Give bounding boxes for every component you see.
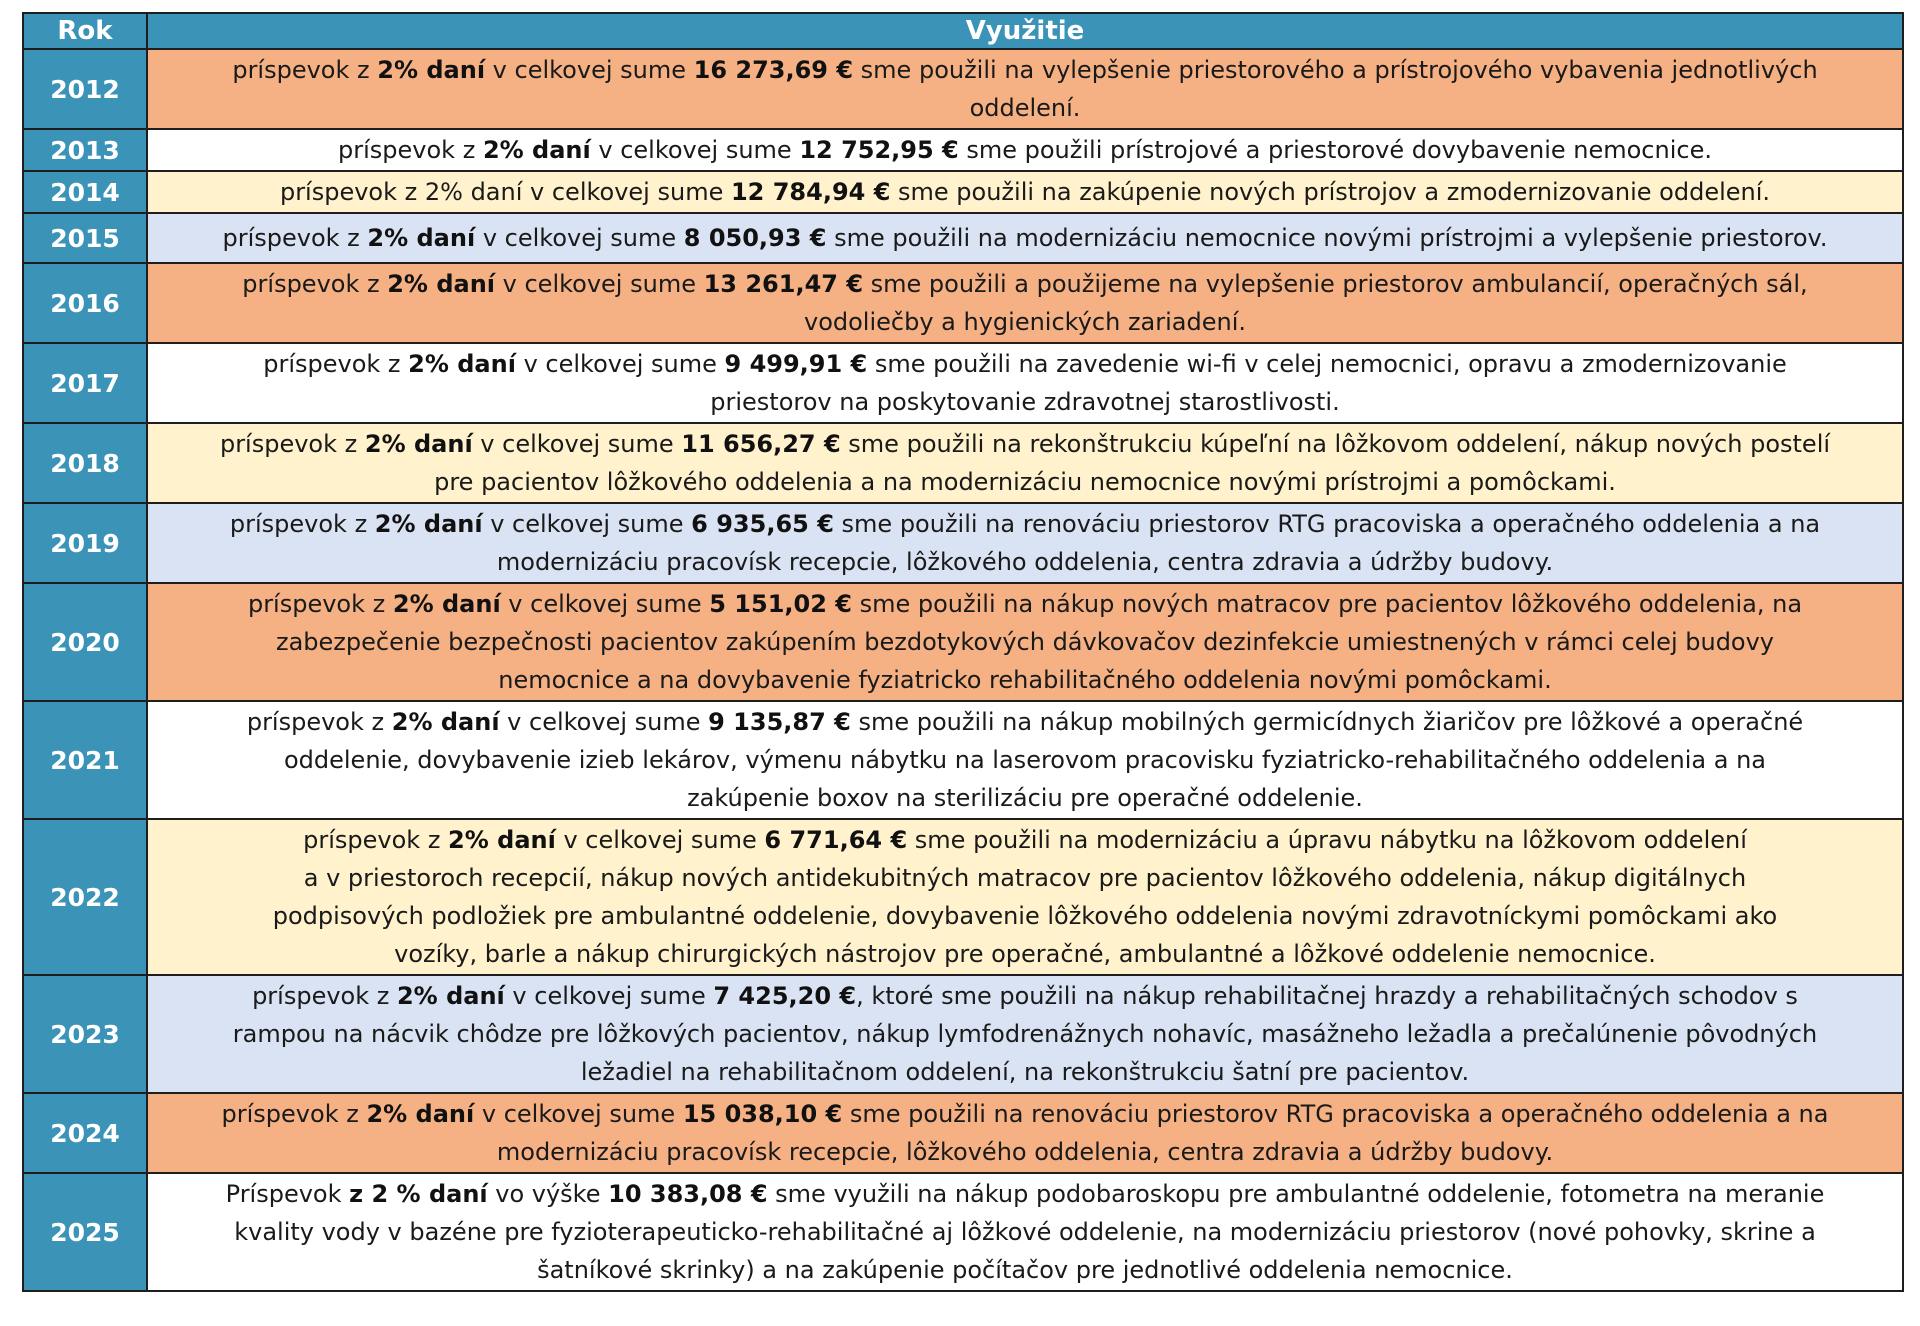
usage-text: modernizáciu pracovísk recepcie, lôžkového oddelenia, centra zdravia a údržby budovy. (496, 548, 1554, 576)
usage-text: modernizáciu pracovísk recepcie, lôžkového oddelenia, centra zdravia a údržby budovy. (496, 1138, 1554, 1166)
table-row (23, 129, 1903, 171)
usage-text: v celkovej sume (495, 270, 704, 298)
year-cell: 2019 (23, 503, 147, 583)
table-header-row (23, 13, 1903, 49)
usage-text: v celkovej sume (474, 1100, 683, 1128)
usage-text-bold: 12 752,95 € (799, 136, 959, 164)
year-cell: 2021 (23, 701, 147, 819)
table-row (23, 583, 1903, 701)
table-body (23, 49, 1903, 1291)
usage-cell (147, 49, 1903, 129)
usage-text: vozíky, barle a nákup chirurgických nástrojov pre operačné, ambulantné a lôžkové oddelenie nemocnice. (394, 940, 1656, 968)
usage-text: príspevok z (229, 510, 375, 538)
usage-text-bold: 2% daní (374, 510, 483, 538)
usage-text: oddelení. (969, 94, 1081, 122)
usage-text: pre pacientov lôžkového oddelenia a na modernizáciu nemocnice novými prístrojmi a pomôckami. (434, 468, 1616, 496)
usage-text: v celkovej sume (482, 510, 692, 538)
usage-text: príspevok z (242, 270, 388, 298)
year-cell: 2018 (23, 423, 147, 503)
usage-text-bold: 2% daní (396, 982, 505, 1010)
usage-text: sme použili na renováciu priestorov RTG pracoviska a operačného oddelenia a na (833, 510, 1821, 538)
usage-text-bold: 6 771,64 € (764, 826, 908, 854)
usage-text-bold: 9 499,91 € (724, 350, 868, 378)
usage-text-bold: z 2 % daní (349, 1180, 488, 1208)
usage-cell (147, 129, 1903, 171)
table-row (23, 503, 1903, 583)
usage-text: a v priestoroch recepcií, nákup nových antidekubitných matracov pre pacientov lôžkového oddelenia, nákup digitálnych (303, 864, 1747, 892)
usage-text: rampou na nácvik chôdze pre lôžkových pacientov, nákup lymfodrenážnych nohavíc, masážneho ležadla a prečalúnenie pôvodných (232, 1020, 1818, 1048)
year-cell: 2024 (23, 1093, 147, 1173)
usage-text: priestorov na poskytovanie zdravotnej starostlivosti. (710, 388, 1340, 416)
usage-text: podpisových podložiek pre ambulantné oddelenie, dovybavenie lôžkového oddelenia novými zdravotníckymi pomôckami ako (272, 902, 1778, 930)
usage-text-bold: 2% daní (366, 1100, 475, 1128)
usage-cell (147, 423, 1903, 503)
usage-text: v celkovej sume (475, 224, 684, 252)
usage-text-bold: 2% daní (391, 708, 500, 736)
table-row (23, 49, 1903, 129)
usage-text: vodoliečby a hygienických zariadení. (804, 308, 1246, 336)
table-row (23, 975, 1903, 1093)
usage-cell (147, 343, 1903, 423)
usage-text: príspevok z (252, 982, 397, 1010)
usage-text: Príspevok (225, 1180, 350, 1208)
year-cell: 2020 (23, 583, 147, 701)
header-year: Rok (23, 13, 147, 49)
usage-text: zakúpenie boxov na sterilizáciu pre operačné oddelenie. (687, 784, 1363, 812)
usage-text-bold: 9 135,87 € (708, 708, 851, 736)
usage-text: v celkovej sume (485, 56, 694, 84)
usage-text: v celkovej sume (590, 136, 800, 164)
usage-text: nemocnice a na dovybavenie fyziatricko rehabilitačného oddelenia novými pomôckami. (498, 666, 1552, 694)
usage-text: sme použili na nákup nových matracov pre pacientov lôžkového oddelenia, na (851, 590, 1803, 618)
usage-text: v celkovej sume (500, 590, 710, 618)
usage-cell (147, 171, 1903, 213)
usage-text: príspevok z (219, 430, 365, 458)
usage-cell (147, 583, 1903, 701)
usage-text-bold: 16 273,69 € (693, 56, 854, 84)
table-row (23, 1173, 1903, 1291)
usage-text: príspevok z (263, 350, 409, 378)
table-row (23, 213, 1903, 263)
usage-text: sme použili a použijeme na vylepšenie priestorov ambulancií, operačných sál, (863, 270, 1808, 298)
usage-text-bold: 10 383,08 € (608, 1180, 768, 1208)
table-row (23, 701, 1903, 819)
year-cell: 2016 (23, 263, 147, 343)
usage-cell (147, 701, 1903, 819)
usage-text: šatníkové skrinky) a na zakúpenie počítačov pre jednotlivé oddelenia nemocnice. (537, 1256, 1513, 1284)
usage-cell (147, 1173, 1903, 1291)
usage-text: , ktoré sme použili na nákup rehabilitačnej hrazdy a rehabilitačných schodov s (856, 982, 1798, 1010)
usage-cell (147, 975, 1903, 1093)
usage-text: sme použili na modernizáciu nemocnice novými prístrojmi a vylepšenie priestorov. (826, 224, 1828, 252)
usage-text-bold: 5 151,02 € (709, 590, 852, 618)
usage-text: príspevok z (222, 224, 368, 252)
usage-text-bold: 2% daní (364, 430, 473, 458)
usage-text-bold: 8 050,93 € (683, 224, 827, 252)
usage-text-bold: 2% daní (377, 56, 486, 84)
usage-cell (147, 213, 1903, 263)
usage-text: sme použili prístrojové a priestorové dovybavenie nemocnice. (958, 136, 1712, 164)
usage-text: sme použili na renováciu priestorov RTG pracoviska a operačného oddelenia a na (842, 1100, 1829, 1128)
usage-text: ležadiel na rehabilitačnom oddelení, na rekonštrukciu šatní pre pacientov. (580, 1058, 1470, 1086)
year-cell: 2023 (23, 975, 147, 1093)
usage-text-bold: 2% daní (482, 136, 591, 164)
usage-text: vo výške (487, 1180, 609, 1208)
usage-cell (147, 503, 1903, 583)
year-cell: 2017 (23, 343, 147, 423)
usage-text: sme použili na rekonštrukciu kúpeľní na lôžkovom oddelení, nákup nových postelí (840, 430, 1831, 458)
usage-text: kvality vody v bazéne pre fyzioterapeuticko-rehabilitačné aj lôžkové oddelenie, na modernizáciu priestorov (nové pohovky, skrine a (234, 1218, 1816, 1246)
year-cell: 2015 (23, 213, 147, 263)
usage-text: príspevok z (247, 590, 393, 618)
usage-text-bold: 2% daní (448, 826, 556, 854)
usage-text: príspevok z (232, 56, 378, 84)
usage-text-bold: 2% daní (387, 270, 496, 298)
usage-text-bold: 2% daní (367, 224, 476, 252)
usage-text: sme použili na zavedenie wi-fi v celej nemocnici, opravu a zmodernizovanie (867, 350, 1787, 378)
usage-text: príspevok z (338, 136, 483, 164)
usage-text-bold: 7 425,20 € (713, 982, 857, 1010)
usage-text: v celkovej sume (515, 350, 725, 378)
usage-text-bold: 2% daní (408, 350, 516, 378)
table-row (23, 819, 1903, 975)
usage-text: v celkovej sume (472, 430, 682, 458)
year-cell: 2014 (23, 171, 147, 213)
usage-text-bold: 6 935,65 € (691, 510, 834, 538)
usage-text-bold: 2% daní (392, 590, 501, 618)
usage-text-bold: 11 656,27 € (681, 430, 841, 458)
usage-text: sme použili na modernizáciu a úpravu nábytku na lôžkovom oddelení (907, 826, 1747, 854)
table-row (23, 343, 1903, 423)
usage-text: sme použili na nákup mobilných germicídnych žiaričov pre lôžkové a operačné (850, 708, 1804, 736)
usage-text: v celkovej sume (504, 982, 714, 1010)
header-usage: Využitie (147, 13, 1903, 49)
usage-text: sme využili na nákup podobaroskopu pre ambulantné oddelenie, fotometra na meranie (767, 1180, 1825, 1208)
year-cell: 2013 (23, 129, 147, 171)
table-row (23, 263, 1903, 343)
table-row (23, 171, 1903, 213)
usage-table (22, 12, 1904, 1292)
usage-text-bold: 15 038,10 € (682, 1100, 843, 1128)
year-cell: 2022 (23, 819, 147, 975)
usage-text: príspevok z (246, 708, 392, 736)
year-cell: 2012 (23, 49, 147, 129)
usage-text-bold: 12 784,94 € (730, 178, 891, 206)
usage-cell (147, 819, 1903, 975)
usage-text: oddelenie, dovybavenie izieb lekárov, výmenu nábytku na laserovom pracovisku fyziatricko-rehabilitačného oddelenia a na (283, 746, 1767, 774)
usage-text: zabezpečenie bezpečnosti pacientov zakúpením bezdotykových dávkovačov dezinfekcie umiestnených v rámci celej budovy (275, 628, 1775, 656)
usage-text-bold: 13 261,47 € (703, 270, 864, 298)
usage-cell (147, 1093, 1903, 1173)
usage-cell (147, 263, 1903, 343)
table-row (23, 423, 1903, 503)
usage-text: príspevok z (303, 826, 449, 854)
usage-text: v celkovej sume (555, 826, 765, 854)
usage-table-container (22, 12, 1902, 1292)
usage-text: sme použili na vylepšenie priestorového a prístrojového vybavenia jednotlivých (853, 56, 1818, 84)
table-row (23, 1093, 1903, 1173)
usage-text: v celkovej sume (499, 708, 709, 736)
usage-text: príspevok z 2% daní v celkovej sume (279, 178, 731, 206)
year-cell: 2025 (23, 1173, 147, 1291)
usage-text: príspevok z (221, 1100, 367, 1128)
usage-text: sme použili na zakúpenie nových prístrojov a zmodernizovanie oddelení. (890, 178, 1771, 206)
